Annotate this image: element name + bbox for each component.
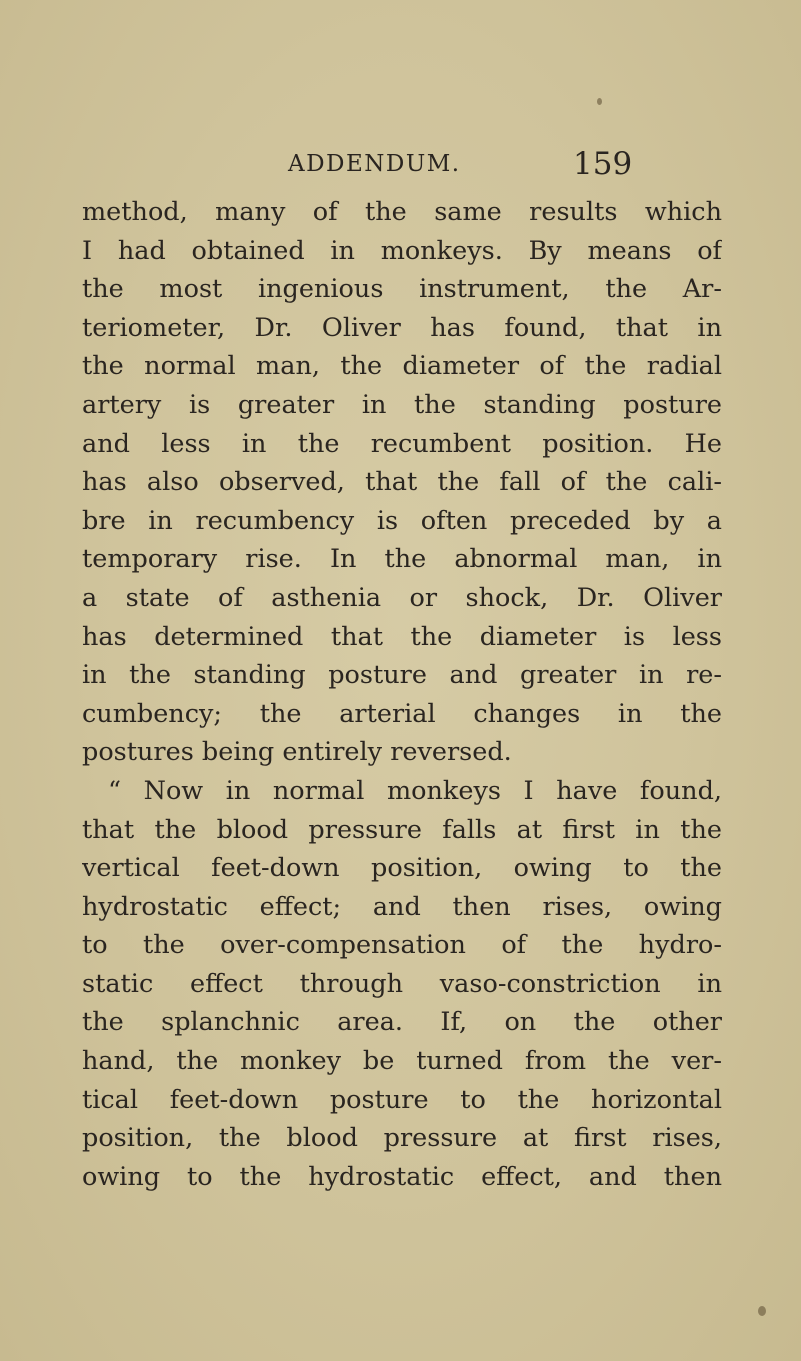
text-line: artery is greater in the standing posture: [82, 389, 722, 420]
text-line: that the blood pressure falls at first in the: [82, 814, 722, 845]
text-line: teriometer, Dr. Oliver has found, that in: [82, 312, 722, 343]
text-line: static effect through vaso-constriction in: [82, 968, 722, 999]
text-line: has also observed, that the fall of the cali-: [82, 467, 722, 498]
text-line: the most ingenious instrument, the Ar-: [82, 274, 722, 305]
text-line: owing to the hydrostatic effect, and then: [82, 1161, 722, 1192]
text-line: temporary rise. In the abnormal man, in: [82, 544, 722, 575]
text-line: to the over-compensation of the hydro-: [82, 930, 722, 961]
text-line: hand, the monkey be turned from the ver-: [82, 1046, 722, 1077]
text-line: a state of asthenia or shock, Dr. Oliver: [82, 582, 722, 613]
page-number: 159: [573, 146, 633, 182]
paper-speck: [597, 98, 602, 105]
paper-speck: [758, 1306, 766, 1316]
text-line: and less in the recumbent position. He: [82, 428, 722, 459]
text-line: has determined that the diameter is less: [82, 621, 722, 652]
text-line: tical feet-down posture to the horizontal: [82, 1084, 722, 1115]
page-header: [0, 146, 801, 182]
text-line: cumbency; the arterial changes in the: [82, 698, 722, 729]
text-line: position, the blood pressure at first rises,: [82, 1123, 722, 1154]
running-head: ADDENDUM.: [288, 151, 461, 177]
text-line: I had obtained in monkeys. By means of: [82, 235, 722, 266]
text-line: bre in recumbency is often preceded by a: [82, 505, 722, 536]
text-line: hydrostatic effect; and then rises, owing: [82, 891, 722, 922]
text-line: postures being entirely reversed.: [82, 737, 512, 768]
text-line: vertical feet-down position, owing to the: [82, 853, 722, 884]
text-line: “ Now in normal monkeys I have found,: [108, 775, 722, 806]
text-line: method, many of the same results which: [82, 197, 722, 227]
body-text: [82, 193, 722, 1196]
text-line: the normal man, the diameter of the radial: [82, 351, 722, 382]
text-line: in the standing posture and greater in re-: [82, 660, 722, 691]
text-line: the splanchnic area. If, on the other: [82, 1007, 722, 1038]
